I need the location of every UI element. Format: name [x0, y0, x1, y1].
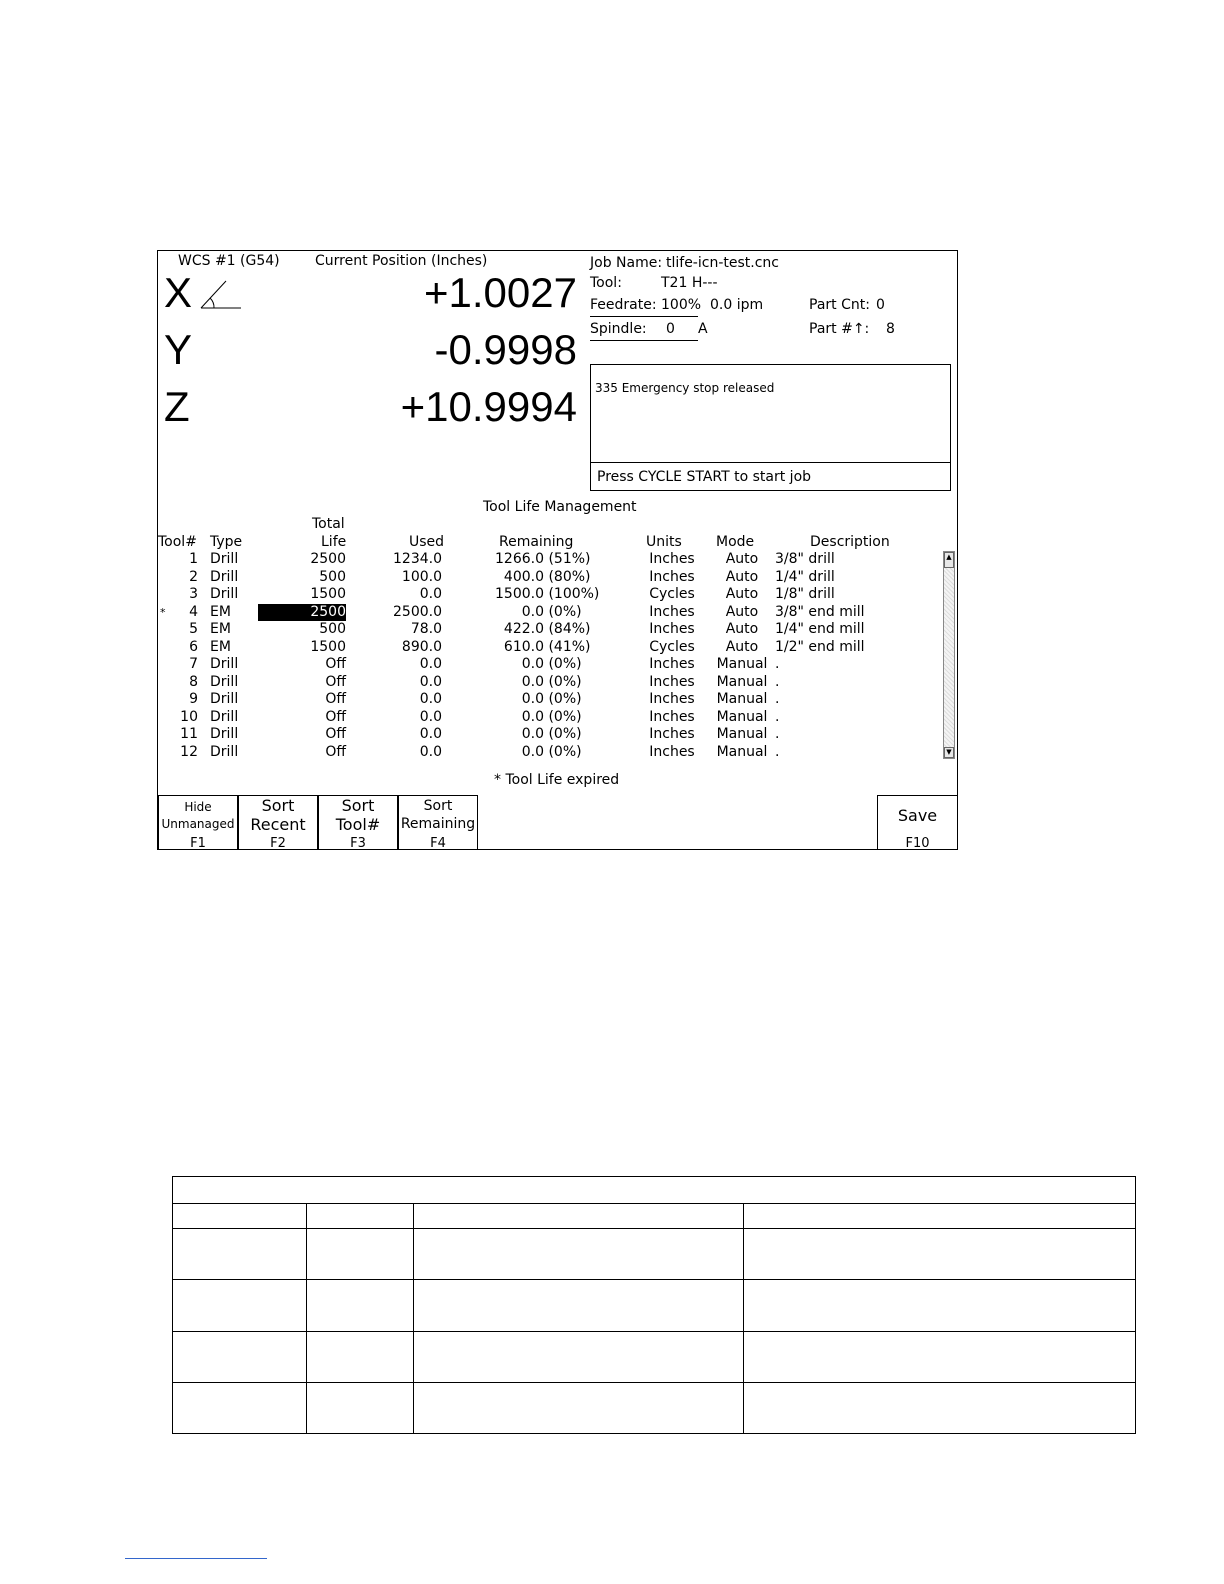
- remaining-amount: 610.0: [503, 638, 544, 655]
- cell-mode: Auto: [725, 568, 759, 585]
- cell-remaining: [488, 709, 608, 727]
- remaining-percent: (0%): [544, 743, 582, 760]
- cell-used: 0.0: [419, 708, 442, 725]
- fkey-label-2: Unmanaged: [161, 817, 235, 831]
- job-name-label: Job Name:: [590, 255, 663, 271]
- feedrate-underline: [590, 316, 698, 317]
- table-cell: [744, 1331, 1136, 1382]
- table-cell: [173, 1331, 307, 1382]
- cell-mode: Manual: [716, 708, 768, 725]
- save-button[interactable]: [877, 795, 957, 849]
- message-box: [590, 364, 951, 491]
- cell-used: 0.0: [419, 691, 442, 707]
- cell-remaining: [488, 639, 608, 657]
- cell-mode: Manual: [716, 743, 768, 760]
- cell-life[interactable]: Off: [325, 656, 346, 672]
- axis-z-letter: Z: [164, 383, 190, 430]
- fkey-code: F10: [905, 836, 930, 850]
- fkey-label-1: Save: [897, 806, 938, 825]
- remaining-amount: 0.0: [521, 708, 544, 725]
- cell-remaining: [488, 586, 608, 604]
- cell-tool: 12: [180, 743, 198, 760]
- remaining-amount: 0.0: [521, 656, 544, 672]
- cell-life[interactable]: 2500: [258, 604, 346, 622]
- remaining-amount: 0.0: [521, 691, 544, 707]
- cell-desc: 1/8" drill: [775, 586, 835, 602]
- cell-remaining: [488, 569, 608, 587]
- cell-used: 0.0: [419, 656, 442, 672]
- col-description: Description: [810, 534, 890, 550]
- cell-desc: 1/4" drill: [775, 568, 835, 585]
- cell-units: Inches: [649, 603, 695, 620]
- cell-desc: .: [775, 673, 780, 690]
- cell-mode: Auto: [725, 586, 759, 602]
- table-cell: [173, 1229, 307, 1280]
- remaining-percent: (0%): [544, 708, 582, 725]
- cell-tool: 7: [189, 656, 198, 672]
- cnc-screen: [157, 250, 958, 850]
- fkey-label-2: Recent: [250, 815, 306, 834]
- spindle-mode: A: [698, 321, 708, 337]
- cell-units: Inches: [649, 726, 695, 742]
- cell-mode: Auto: [725, 638, 759, 655]
- cell-mode: Auto: [725, 551, 759, 567]
- sort-recent-button[interactable]: [238, 795, 318, 849]
- status-prompt: Press CYCLE START to start job: [591, 462, 950, 490]
- col-life: Life: [321, 534, 347, 550]
- remaining-percent: (0%): [544, 673, 582, 690]
- sort-remaining-button[interactable]: [398, 795, 478, 849]
- cell-mode: Manual: [716, 726, 768, 742]
- table-cell: [307, 1331, 414, 1382]
- footer-link-underline[interactable]: [125, 1558, 267, 1559]
- remaining-percent: (100%): [544, 586, 600, 602]
- remaining-amount: 422.0: [503, 621, 544, 637]
- table-row[interactable]: [158, 639, 938, 657]
- scroll-thumb[interactable]: [944, 562, 954, 568]
- fkey-label-2: Remaining: [400, 816, 476, 832]
- fkey-label-1: Sort: [341, 796, 375, 815]
- col-total: Total: [312, 516, 345, 532]
- cell-remaining: [488, 604, 608, 622]
- tool-label: Tool:: [590, 275, 622, 291]
- cell-life[interactable]: 500: [319, 621, 346, 637]
- fkey-label-1: Hide: [184, 800, 212, 814]
- document-table: [172, 1176, 1136, 1434]
- fkey-code: F2: [270, 836, 286, 850]
- cell-units: Cycles: [649, 638, 695, 655]
- table-row[interactable]: [158, 586, 938, 604]
- cell-units: Inches: [649, 673, 695, 690]
- remaining-amount: 1266.0: [495, 551, 544, 567]
- col-units: Units: [646, 534, 682, 550]
- cell-life[interactable]: 500: [319, 568, 346, 585]
- cell-mode: Auto: [725, 621, 759, 637]
- fkey-code: F3: [350, 836, 366, 850]
- cell-desc: .: [775, 691, 780, 707]
- table-row[interactable]: [158, 709, 938, 727]
- table-cell: [744, 1204, 1136, 1229]
- cell-remaining: [488, 656, 608, 674]
- cell-units: Inches: [649, 691, 695, 707]
- position-title: Current Position (Inches): [315, 253, 488, 269]
- table-row[interactable]: [158, 551, 938, 569]
- cell-life[interactable]: Off: [325, 743, 346, 760]
- cell-mode: Manual: [716, 656, 768, 672]
- spindle-underline: [590, 340, 698, 341]
- cell-tool: 6: [189, 638, 198, 655]
- cell-type: EM: [210, 603, 231, 620]
- table-cell: [307, 1204, 414, 1229]
- remaining-percent: (41%): [544, 638, 591, 655]
- cell-units: Inches: [649, 568, 695, 585]
- feedrate-label: Feedrate:: [590, 297, 657, 313]
- cell-units: Inches: [649, 656, 695, 672]
- cell-units: Inches: [649, 708, 695, 725]
- cell-used: 100.0: [401, 568, 442, 585]
- remaining-amount: 0.0: [521, 743, 544, 760]
- part-num-label: Part #↑:: [809, 321, 870, 337]
- cell-tool: 5: [189, 621, 198, 637]
- remaining-amount: 400.0: [503, 568, 544, 585]
- cell-desc: 3/8" drill: [775, 551, 835, 567]
- cell-mark: *: [160, 605, 166, 619]
- fkey-code: F4: [430, 836, 446, 850]
- cell-desc: 3/8" end mill: [775, 603, 865, 620]
- table-row[interactable]: [158, 569, 938, 587]
- tool-value: T21 H---: [661, 275, 718, 291]
- remaining-amount: 0.0: [521, 726, 544, 742]
- axis-x-letter: X: [164, 269, 193, 316]
- cell-used: 0.0: [419, 673, 442, 690]
- fkey-label-1: Sort: [261, 796, 295, 815]
- scroll-down-icon[interactable]: ▼: [944, 747, 954, 758]
- cell-life[interactable]: Off: [325, 691, 346, 707]
- cell-life[interactable]: 2500: [310, 551, 346, 567]
- fkey-label-1: Sort: [423, 798, 453, 814]
- cell-mode: Manual: [716, 673, 768, 690]
- cell-desc: .: [775, 708, 780, 725]
- cell-type: Drill: [210, 586, 239, 602]
- cell-remaining: [488, 726, 608, 744]
- tool-table-title: Tool Life Management: [483, 499, 637, 515]
- cell-tool: 3: [189, 586, 198, 602]
- feed-ipm-value: 0.0 ipm: [710, 297, 764, 313]
- cell-life[interactable]: Off: [325, 708, 346, 725]
- footnote: * Tool Life expired: [494, 772, 620, 788]
- message-log: 335 Emergency stop released: [595, 381, 775, 395]
- remaining-amount: 0.0: [521, 673, 544, 690]
- cell-units: Inches: [649, 743, 695, 760]
- table-cell: [173, 1280, 307, 1331]
- table-row[interactable]: [158, 674, 938, 692]
- col-tool: Tool#: [158, 534, 197, 550]
- table-header-cell: [173, 1177, 1136, 1204]
- remaining-percent: (0%): [544, 603, 582, 620]
- cell-remaining: [488, 551, 608, 569]
- cell-used: 1234.0: [393, 551, 442, 567]
- table-cell: [173, 1204, 307, 1229]
- axis-y-value: -0.9998: [434, 326, 577, 373]
- cell-units: Inches: [649, 551, 695, 567]
- remaining-percent: (84%): [544, 621, 591, 637]
- cell-tool: 2: [189, 568, 198, 585]
- remaining-percent: (0%): [544, 726, 582, 742]
- cell-life[interactable]: Off: [325, 673, 346, 690]
- table-cell: [307, 1280, 414, 1331]
- cell-tool: 8: [189, 673, 198, 690]
- cell-desc: .: [775, 726, 780, 742]
- col-remaining: Remaining: [499, 534, 574, 550]
- cell-type: Drill: [210, 691, 239, 707]
- cell-units: Inches: [649, 621, 695, 637]
- fkey-code: F1: [190, 836, 206, 850]
- scroll-up-icon[interactable]: ▲: [944, 552, 954, 563]
- cell-remaining: [488, 621, 608, 639]
- axis-y-letter: Y: [164, 326, 193, 373]
- cell-used: 2500.0: [393, 603, 442, 620]
- cell-tool: 9: [189, 691, 198, 707]
- table-cell: [744, 1382, 1136, 1433]
- table-cell: [173, 1382, 307, 1433]
- cell-tool: 1: [189, 551, 198, 567]
- table-row[interactable]: [158, 656, 938, 674]
- cell-type: Drill: [210, 551, 239, 567]
- cell-used: 0.0: [419, 586, 442, 602]
- table-row[interactable]: [158, 744, 938, 762]
- table-cell: [744, 1229, 1136, 1280]
- part-cnt-value: 0: [876, 297, 885, 313]
- table-row[interactable]: [158, 691, 938, 709]
- col-used: Used: [409, 534, 445, 550]
- cell-desc: .: [775, 656, 780, 672]
- table-row[interactable]: [158, 621, 938, 639]
- cell-units: Cycles: [649, 586, 695, 602]
- sort-tool-button[interactable]: [318, 795, 398, 849]
- cell-desc: 1/4" end mill: [775, 621, 865, 637]
- cell-desc: .: [775, 743, 780, 760]
- table-scrollbar[interactable]: [943, 551, 955, 759]
- remaining-amount: 0.0: [521, 603, 544, 620]
- table-cell: [307, 1229, 414, 1280]
- table-cell: [414, 1229, 744, 1280]
- table-cell: [307, 1382, 414, 1433]
- table-row[interactable]: [158, 604, 938, 622]
- cell-type: Drill: [210, 568, 239, 585]
- cell-type: Drill: [210, 708, 239, 725]
- remaining-percent: (0%): [544, 691, 582, 707]
- cell-mode: Auto: [725, 603, 759, 620]
- cell-used: 0.0: [419, 726, 442, 742]
- wcs-label: WCS #1 (G54): [178, 253, 280, 269]
- remaining-percent: (51%): [544, 551, 591, 567]
- cell-used: 890.0: [401, 638, 442, 655]
- table-cell: [414, 1331, 744, 1382]
- cell-type: Drill: [210, 673, 239, 690]
- axis-x-value: +1.0027: [424, 269, 577, 316]
- cell-remaining: [488, 691, 608, 709]
- cell-used: 78.0: [410, 621, 442, 637]
- cell-tool: 4: [189, 603, 198, 620]
- axis-z-value: +10.9994: [400, 383, 577, 430]
- cell-remaining: [488, 674, 608, 692]
- cell-type: Drill: [210, 743, 239, 760]
- remaining-amount: 1500.0: [495, 586, 544, 602]
- part-num-value: 8: [886, 321, 895, 337]
- cell-desc: 1/2" end mill: [775, 638, 865, 655]
- cell-type: Drill: [210, 656, 239, 672]
- part-cnt-label: Part Cnt:: [809, 297, 870, 313]
- angle-icon: [200, 278, 242, 310]
- fkey-label-2: Tool#: [335, 815, 381, 834]
- cell-used: 0.0: [419, 743, 442, 760]
- cell-mode: Manual: [716, 691, 768, 707]
- cell-tool: 10: [180, 708, 198, 725]
- cell-life[interactable]: 1500: [310, 638, 346, 655]
- remaining-percent: (80%): [544, 568, 591, 585]
- col-mode: Mode: [716, 534, 755, 550]
- table-cell: [414, 1204, 744, 1229]
- table-cell: [414, 1280, 744, 1331]
- cell-life[interactable]: 1500: [310, 586, 346, 602]
- cell-type: EM: [210, 638, 231, 655]
- cell-life[interactable]: Off: [325, 726, 346, 742]
- hide-unmanaged-button[interactable]: [158, 795, 238, 849]
- remaining-percent: (0%): [544, 656, 582, 672]
- spindle-label: Spindle:: [590, 321, 647, 337]
- feedrate-value: 100%: [661, 297, 702, 313]
- cell-type: EM: [210, 621, 231, 637]
- table-cell: [414, 1382, 744, 1433]
- cell-tool: 11: [180, 726, 198, 742]
- cell-remaining: [488, 744, 608, 762]
- job-name-value: tlife-icn-test.cnc: [666, 255, 779, 271]
- spindle-value: 0: [666, 321, 675, 337]
- table-cell: [744, 1280, 1136, 1331]
- col-type: Type: [210, 534, 243, 550]
- table-row[interactable]: [158, 726, 938, 744]
- cell-type: Drill: [210, 726, 239, 742]
